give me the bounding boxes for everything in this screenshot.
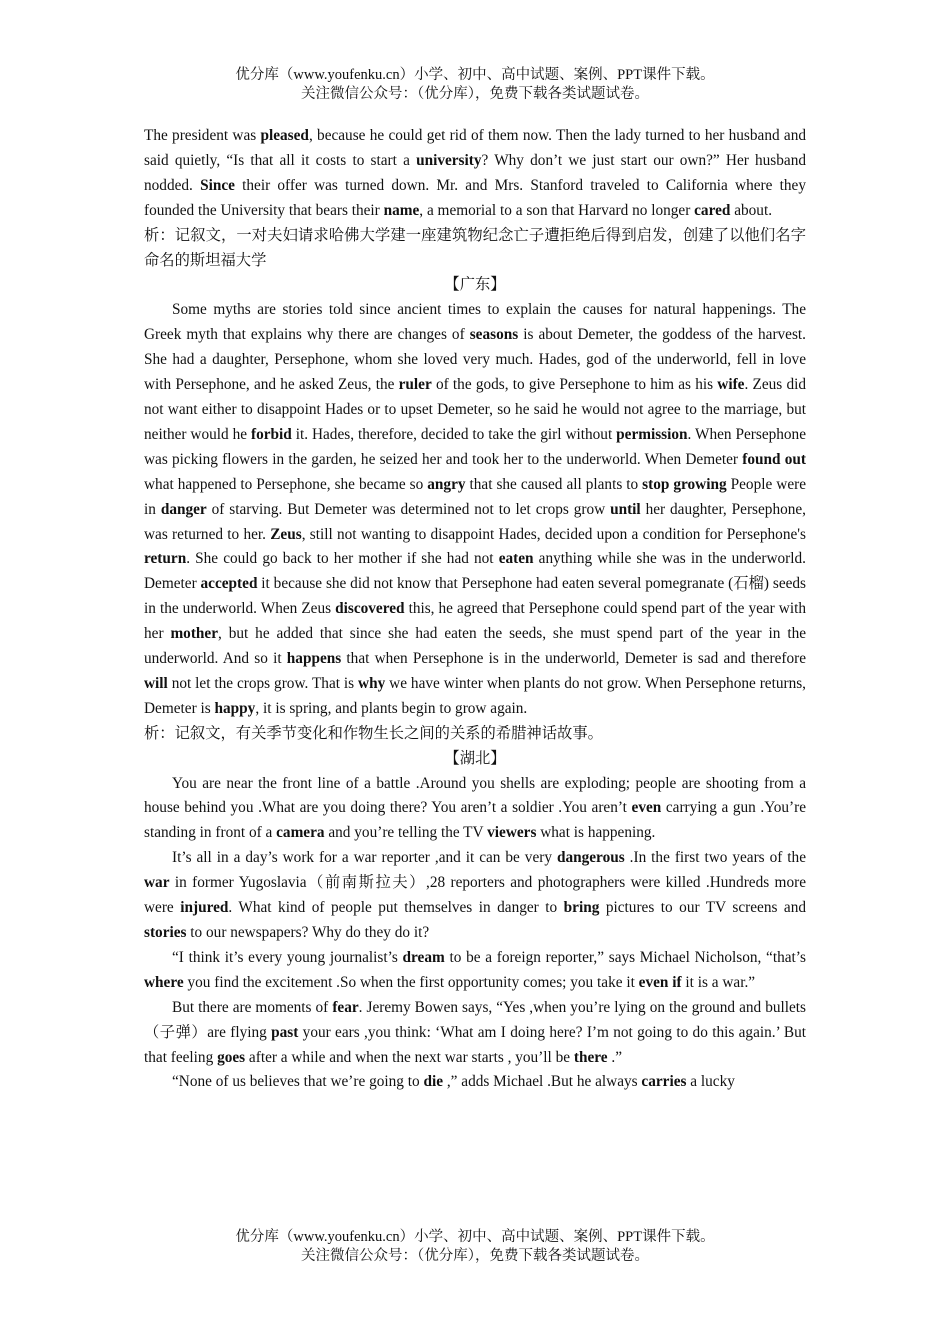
paragraph-demeter-myth: Some myths are stories told since ancient times to explain the causes for natural happenings. The Greek myth that explains why there are changes of seasons is about Demeter, the goddess of the harvest. She had a daughter, Persephone, whom she loved very much. Hades, god of the underworld, fell in love with Persephone, and he asked Zeus, the ruler of the gods, to give Persephone to him as his wife. Zeus did not want either to disappoint Hades or to upset Demeter, so he said he would not agree to the marriage, but neither would he forbid it. Hades, therefore, decided to take the girl without permission. When Persephone was picking flowers in the garden, he seized her and took her to the underworld. When Demeter found out what happened to Persephone, she became so angry that she caused all plants to stop growing People were in danger of starving. But Demeter was determined not to let crops grow until her daughter, Persephone, was returned to her. Zeus, still not wanting to disappoint Hades, decided upon a condition for Persephone's return. She could go back to her mother if she had not eaten anything while she was in the underworld. Demeter accepted it because she did not know that Persephone had eaten several pomegranate (石榴) seeds in the underworld. When Zeus discovered this, he agreed that Persephone could spend part of the year with her mother, but he added that since she had eaten the seeds, she must spend part of the year in the underworld. And so it happens that when Persephone is in the underworld, Demeter is sad and therefore will not let the crops grow. That is why we have winter when plants do not grow. When Persephone returns, Demeter is happy, it is spring, and plants begin to grow again. (144, 301, 807, 717)
analysis-note-2: 析：记叙文，有关季节变化和作物生长之间的关系的希腊神话故事。 (144, 724, 603, 742)
page-header (0, 66, 950, 104)
section-heading-guangdong: 【广东】 (444, 276, 506, 294)
footer-line-2: 关注微信公众号：（优分库），免费下载各类试题试卷。 (301, 1248, 649, 1264)
document-body (144, 124, 806, 1095)
header-line-2: 关注微信公众号：（优分库），免费下载各类试题试卷。 (301, 86, 649, 102)
page-footer (0, 1228, 950, 1266)
analysis-note-1: 析：记叙文，一对夫妇请求哈佛大学建一座建筑物纪念亡子遭拒绝后得到启发，创建了以他们名字命名的斯坦福大学 (144, 226, 806, 269)
paragraph-war-reporter-3: “I think it’s every young journalist’s dream to be a foreign reporter,” says Michael Nicholson, “that’s where you find the excitement .So when the first opportunity comes; you take it even if it is a war.” (144, 948, 806, 991)
paragraph-stanford-ending: The president was pleased, because he could get rid of them now. Then the lady turned to her husband and said quietly, “Is that all it costs to start a university? Why don’t we just start our own?” Her husband nodded. Since their offer was turned down. Mr. and Mrs. Stanford traveled to California where they founded the University that bears their name, a memorial to a son that Harvard no longer cared about. (144, 127, 806, 219)
header-line-1: 优分库（www.youfenku.cn）小学、初中、高中试题、案例、PPT课件下载。 (235, 67, 715, 83)
paragraph-war-reporter-2: It’s all in a day’s work for a war reporter ,and it can be very dangerous .In the first two years of the war in former Yugoslavia（前南斯拉夫）,28 reporters and photographers were killed .Hundreds more were injured. What kind of people put themselves in danger to bring pictures to our TV screens and stories to our newspapers? Why do they do it? (144, 849, 806, 941)
paragraph-war-reporter-4: But there are moments of fear. Jeremy Bowen says, “Yes ,when you’re lying on the ground and bullets （子弹）are flying past your ears ,you think: ‘What am I doing here? I’m not going to do this again.’ But that feeling goes after a while and when the next war starts , you’ll be there .” (144, 998, 807, 1066)
paragraph-war-reporter-5: “None of us believes that we’re going to die ,” adds Michael .But he always carries a lucky (172, 1073, 735, 1091)
section-heading-hubei: 【湖北】 (444, 749, 506, 767)
footer-line-1: 优分库（www.youfenku.cn）小学、初中、高中试题、案例、PPT课件下载。 (235, 1229, 715, 1245)
paragraph-war-reporter-1: You are near the front line of a battle .Around you shells are exploding; people are shooting from a house behind you .What are you doing there? You aren’t a soldier .You aren’t even carrying a gun .You’re standing in front of a camera and you’re telling the TV viewers what is happening. (144, 774, 806, 842)
